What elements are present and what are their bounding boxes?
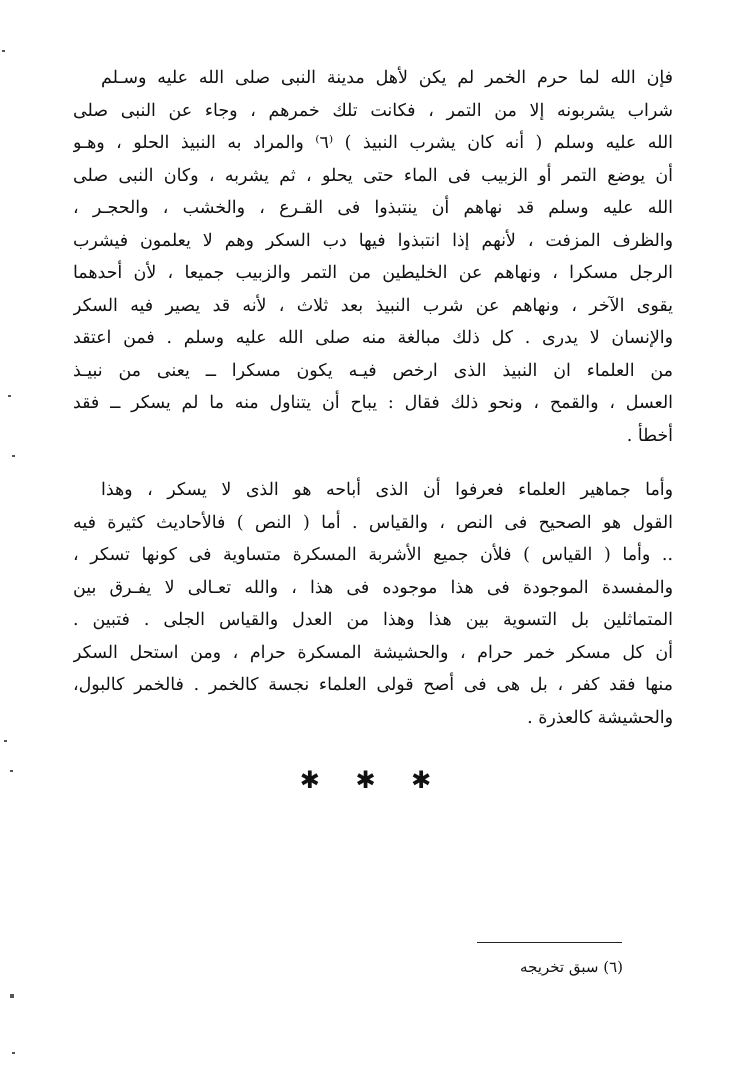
text-line: أن يوضع التمر أو الزبيب فى الماء حتى يحلو ، ثم يشربه ، وكان النبى صلى [73,165,673,186]
text-line: العسل ، والقمح ، ونحو ذلك فقال : يباح أن يتناول منه ما لم يسكر ــ فقد [73,393,673,413]
text-line: أخطأ . [626,425,673,446]
text-line: من العلماء ان النبيذ الذى ارخص فيـه يكون مسكرا ــ يعنى من نبيـذ [73,360,673,381]
scan-speck [10,770,13,772]
text-line: منها فقد كفر ، بل هى فى أصح قولى العلماء نجسة كالخمر . فالخمر كالبول، [73,675,673,695]
text-line: المتماثلين بل التسوية بين هذا وهذا من العدل والقياس الجلى . فتبين . [73,610,673,630]
scan-speck [2,50,5,52]
text-line: أن كل مسكر خمر حرام ، والحشيشة المسكرة حرام ، ومن استحل السكر [73,642,673,663]
text-line: الله عليه وسلم قد نهاهم أن ينتبذوا فى القـرع ، والخشب ، والحجـر ، [73,198,673,218]
footnote: (٦) سبق تخريجه [520,958,623,976]
text-line: والظرف المزفت ، لأنهم إذا انتبذوا فيها دب السكر وهم لا يعلمون فيشرب [73,230,673,251]
scan-speck [12,1052,15,1054]
text-line: يقوى الآخر ، ونهاهم عن شرب النبيذ بعد ثلاث ، لأنه قد يصير فيه السكر [73,295,673,316]
scan-speck [4,740,7,742]
text-line: والحشيشة كالعذرة . [527,707,673,728]
scan-speck [12,455,15,457]
text-line: الله عليه وسلم ( أنه كان يشرب النبيذ ) ⁽٦⁾ والمراد به النبيذ الحلو ، وهـو [73,133,673,153]
section-separator: ✱ ✱ ✱ [299,766,446,794]
text-line: الرجل مسكرا ، ونهاهم عن الخليطين من التمر والزبيب جميعا ، لأن أحدهما [73,263,673,283]
text-line: والمفسدة الموجودة فى هذا موجوده فى هذا ، والله تعـالى لا يفـرق بين [73,577,673,598]
text-line: وأما جماهير العلماء فعرفوا أن الذى أباحه هو الذى لا يسكر ، وهذا [101,480,673,500]
text-line: شراب يشربونه إلا من التمر ، فكانت تلك خمرهم ، وجاء عن النبى صلى [73,100,673,121]
footnote-rule [477,942,622,943]
text-line: والإنسان لا يدرى . كل ذلك مبالغة منه صلى الله عليه وسلم . فمن اعتقد [73,328,673,348]
text-line: .. وأما ( القياس ) فلأن جميع الأشربة المسكرة متساوية فى كونها تسكر ، [73,545,673,565]
text-line: القول هو الصحيح فى النص ، والقياس . أما ( النص ) فالأحاديث كثيرة فيه [73,512,673,533]
scan-speck [10,994,14,998]
scan-speck [8,395,11,397]
text-line: فإن الله لما حرم الخمر لم يكن لأهل مدينة النبى صلى الله عليه وسـلم [101,68,673,88]
